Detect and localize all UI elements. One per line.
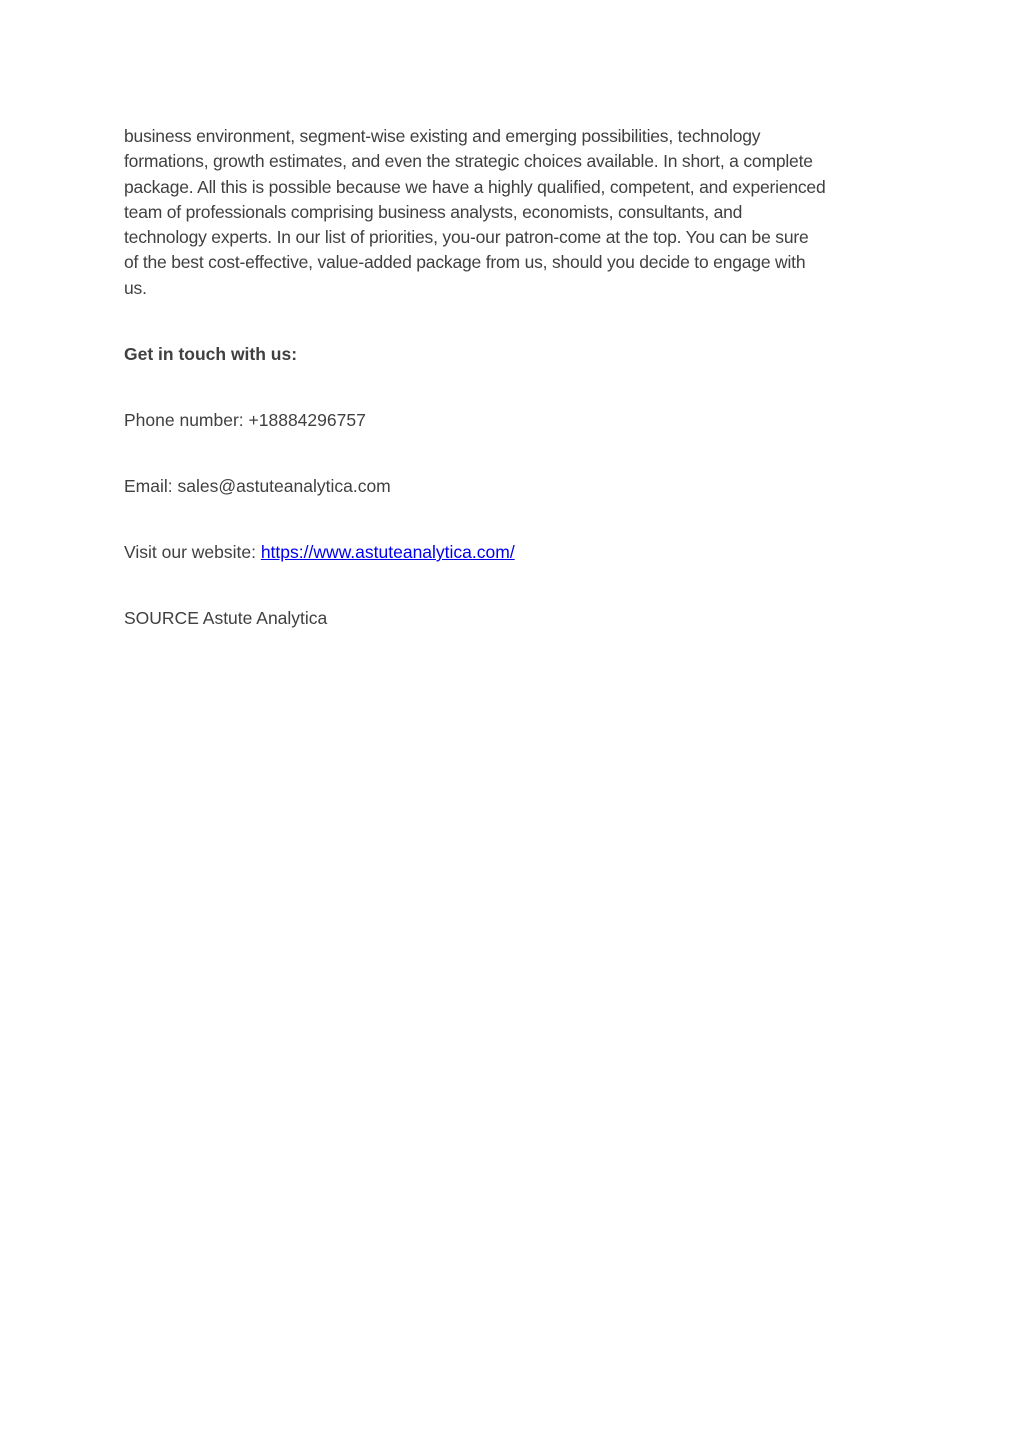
source-line: SOURCE Astute Analytica: [124, 608, 328, 629]
body-line: us.: [124, 277, 147, 298]
body-line: technology experts. In our list of priorities, you-our patron-come at the top. You can be sure: [124, 227, 809, 248]
website-label: Visit our website:: [124, 542, 261, 563]
email-address: Email: sales@astuteanalytica.com: [124, 476, 391, 497]
body-line: of the best cost-effective, value-added package from us, should you decide to engage with: [124, 252, 806, 273]
document-content: [124, 124, 904, 631]
body-line: formations, growth estimates, and even the strategic choices available. In short, a complete: [124, 151, 813, 172]
contact-heading: Get in touch with us:: [124, 344, 298, 365]
body-line: package. All this is possible because we have a highly qualified, competent, and experienced: [124, 176, 826, 197]
body-line: business environment, segment-wise existing and emerging possibilities, technology: [124, 126, 761, 146]
phone-number: Phone number: +18884296757: [124, 410, 366, 431]
website-line: [124, 540, 904, 565]
body-paragraph: [124, 124, 904, 301]
website-link[interactable]: https://www.astuteanalytica.com/: [260, 542, 515, 563]
body-line: team of professionals comprising business analysts, economists, consultants, and: [124, 201, 743, 222]
